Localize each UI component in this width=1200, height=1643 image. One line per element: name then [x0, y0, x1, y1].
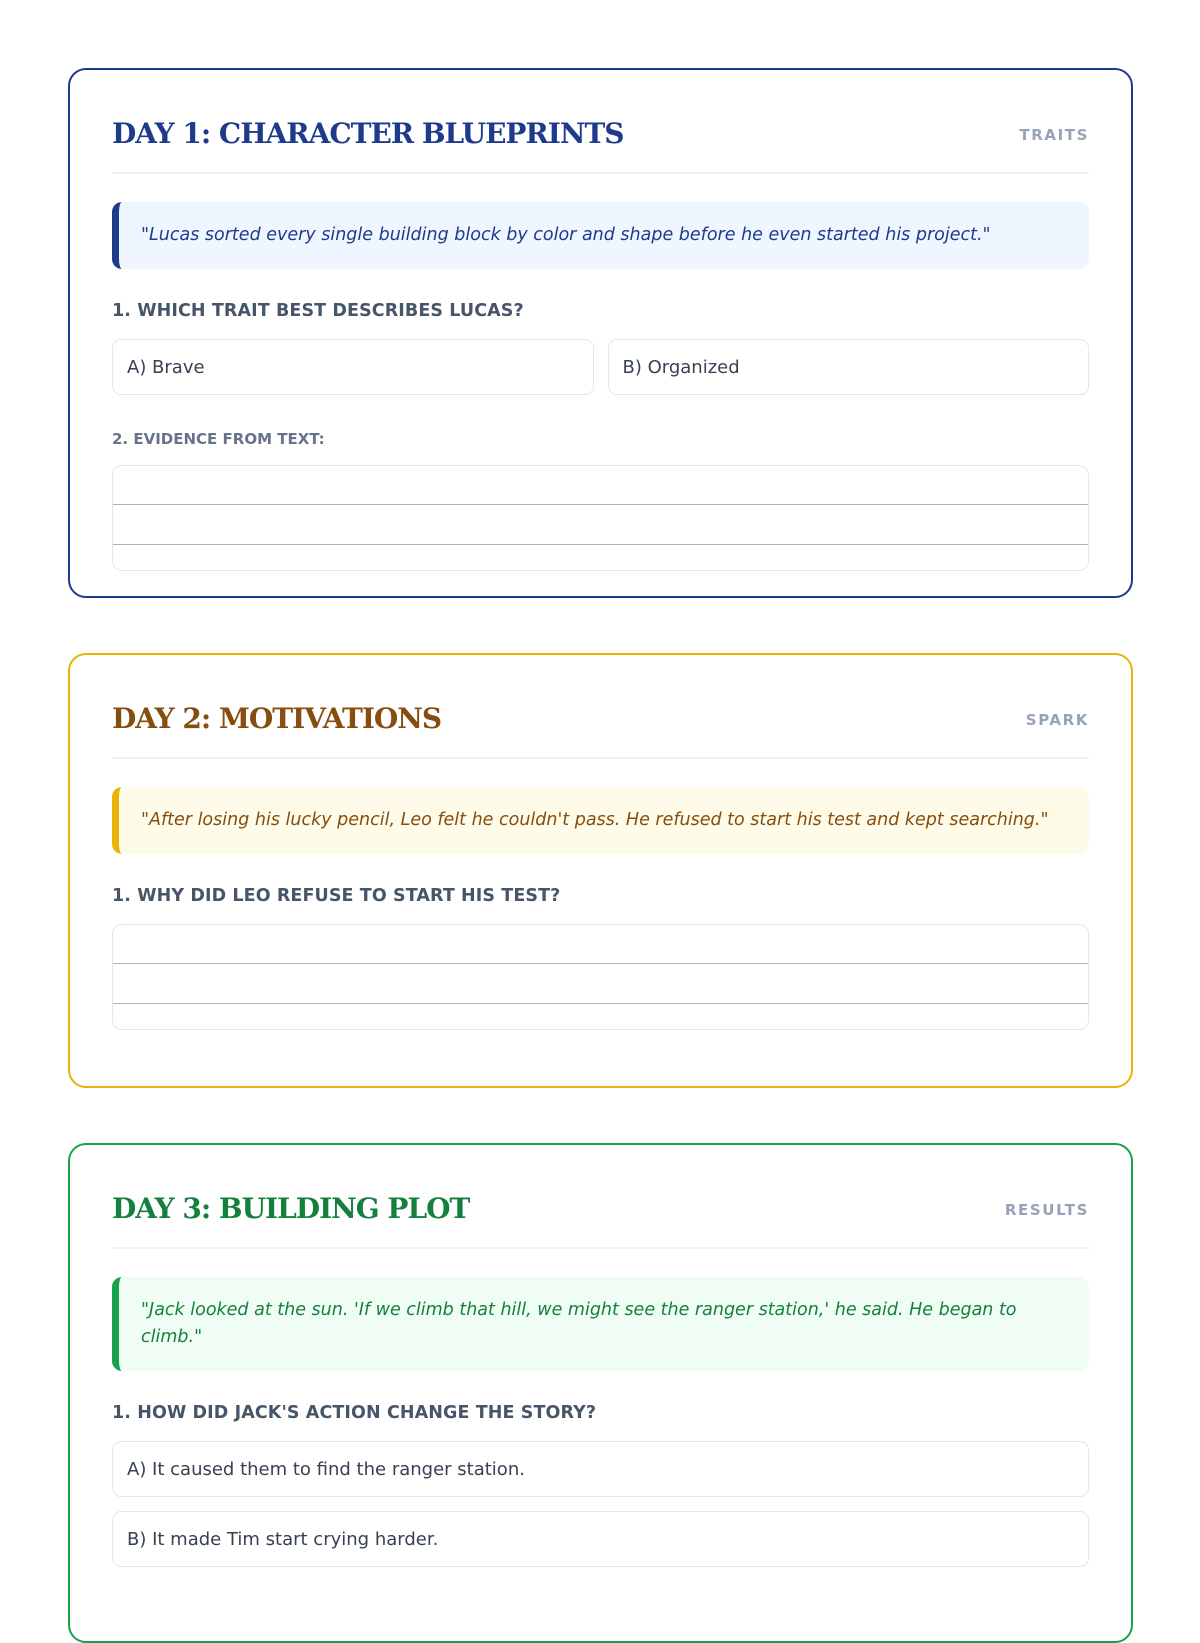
day3-quote: "Jack looked at the sun. 'If we climb that hill, we might see the ranger station,' he said. He began to climb." [112, 1277, 1089, 1371]
day2-card [68, 653, 1133, 1088]
day1-title: DAY 1: CHARACTER BLUEPRINTS [112, 117, 624, 150]
day1-tag: TRAITS [1019, 126, 1089, 144]
day3-option-b[interactable]: B) It made Tim start crying harder. [112, 1511, 1089, 1567]
day3-tag: RESULTS [1004, 1201, 1089, 1219]
day2-header [112, 655, 1089, 759]
day1-option-a[interactable]: A) Brave [112, 339, 594, 395]
day1-options [112, 339, 1089, 395]
day2-question: 1. WHY DID LEO REFUSE TO START HIS TEST? [112, 886, 561, 906]
day3-title: DAY 3: BUILDING PLOT [112, 1192, 470, 1225]
day3-option-a[interactable]: A) It caused them to find the ranger station. [112, 1441, 1089, 1497]
day3-card [68, 1143, 1133, 1643]
day1-question: 1. WHICH TRAIT BEST DESCRIBES LUCAS? [112, 301, 524, 321]
day1-card [68, 68, 1133, 598]
day2-quote: "After losing his lucky pencil, Leo felt he couldn't pass. He refused to start his test and kept searching." [112, 787, 1089, 854]
answer-line [113, 1003, 1088, 1004]
day1-quote: "Lucas sorted every single building block by color and shape before he even started his project." [112, 202, 1089, 269]
day2-title: DAY 2: MOTIVATIONS [112, 702, 442, 735]
day2-answer-lines[interactable] [112, 924, 1089, 1030]
day1-header [112, 70, 1089, 174]
day1-option-b[interactable]: B) Organized [608, 339, 1090, 395]
day1-evidence-label: 2. EVIDENCE FROM TEXT: [112, 430, 325, 448]
day3-options [112, 1441, 1089, 1567]
day3-header [112, 1145, 1089, 1249]
day1-evidence-answer-lines[interactable] [112, 465, 1089, 571]
answer-line [113, 504, 1088, 505]
day3-question: 1. HOW DID JACK'S ACTION CHANGE THE STORY? [112, 1403, 597, 1423]
answer-line [113, 544, 1088, 545]
day2-tag: SPARK [1025, 711, 1089, 729]
answer-line [113, 963, 1088, 964]
